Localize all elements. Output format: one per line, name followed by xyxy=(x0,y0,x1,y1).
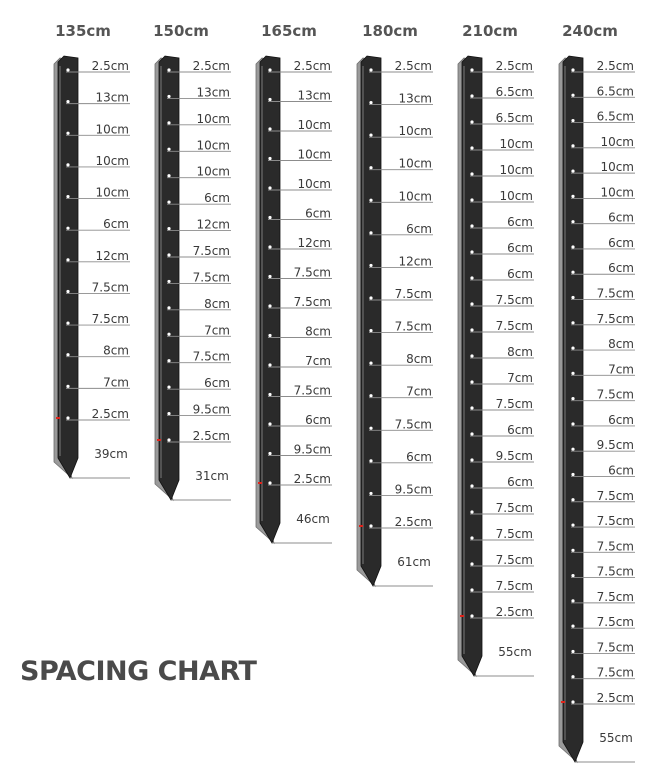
interval-label: 10cm xyxy=(499,189,533,203)
interval-label: 2.5cm xyxy=(495,59,533,73)
post-hole xyxy=(268,363,271,366)
post-hole xyxy=(571,498,574,501)
interval-label: 7.5cm xyxy=(495,397,533,411)
interval-label: 10cm xyxy=(600,134,634,149)
interval-label: 6cm xyxy=(507,267,533,281)
interval-label: 10cm xyxy=(95,122,129,137)
interval-label: 2.5cm xyxy=(192,429,230,443)
post-hole xyxy=(571,448,574,451)
interval-label: 6cm xyxy=(608,463,634,478)
post-hole xyxy=(66,321,69,324)
post-height-header: 180cm xyxy=(362,22,418,40)
post-hole xyxy=(66,100,69,103)
interval-label: 7cm xyxy=(305,354,331,368)
interval-label: 8cm xyxy=(608,337,634,352)
interval-label: 7.5cm xyxy=(495,553,533,567)
interval-label: 7.5cm xyxy=(596,615,634,630)
post-hole xyxy=(66,68,69,71)
post-hole xyxy=(268,245,271,248)
interval-label: 10cm xyxy=(196,164,230,179)
post-hole xyxy=(66,416,69,419)
post-height-header: 165cm xyxy=(261,22,317,40)
interval-label: 2.5cm xyxy=(596,59,634,73)
interval-label: 7.5cm xyxy=(596,665,634,680)
interval-label: 10cm xyxy=(600,185,634,200)
interval-label: 9.5cm xyxy=(394,482,432,497)
interval-label: 10cm xyxy=(297,118,331,132)
interval-label: 6cm xyxy=(305,206,331,221)
spike-length-label: 39cm xyxy=(94,447,128,461)
post-hole xyxy=(369,329,372,332)
post-hole xyxy=(571,170,574,173)
interval-label: 8cm xyxy=(103,343,129,358)
interval-label: 6cm xyxy=(507,215,533,229)
post-hole xyxy=(369,492,372,495)
spike-length-label: 55cm xyxy=(498,645,532,659)
interval-label: 2.5cm xyxy=(293,59,331,73)
post-150cm xyxy=(153,22,231,500)
interval-label: 2.5cm xyxy=(91,59,129,73)
interval-label: 10cm xyxy=(398,156,432,171)
post-hole xyxy=(66,132,69,135)
interval-label: 6cm xyxy=(608,261,634,276)
post-hole xyxy=(470,432,473,435)
post-hole xyxy=(571,523,574,526)
post-hole xyxy=(470,510,473,513)
post-hole xyxy=(470,536,473,539)
post-hole xyxy=(369,134,372,137)
interval-label: 7.5cm xyxy=(394,319,432,334)
interval-label: 9.5cm xyxy=(495,449,533,463)
post-hole xyxy=(571,549,574,552)
post-hole xyxy=(167,253,170,256)
interval-label: 7cm xyxy=(507,371,533,385)
page-title: SPACING CHART xyxy=(20,656,257,687)
interval-label: 7.5cm xyxy=(495,293,533,307)
post-hole xyxy=(268,275,271,278)
post-hole xyxy=(470,302,473,305)
post-hole xyxy=(470,380,473,383)
post-hole xyxy=(470,276,473,279)
interval-label: 12cm xyxy=(297,236,331,250)
interval-label: 7.5cm xyxy=(596,564,634,579)
interval-label: 6cm xyxy=(103,217,129,232)
interval-label: 2.5cm xyxy=(596,691,634,705)
post-hole xyxy=(66,195,69,198)
interval-label: 13cm xyxy=(297,88,331,103)
interval-label: 7cm xyxy=(204,323,230,338)
post-hole xyxy=(369,199,372,202)
post-210cm xyxy=(458,22,534,676)
post-hole xyxy=(369,166,372,169)
post-hole xyxy=(571,68,574,71)
interval-label: 7.5cm xyxy=(596,387,634,402)
interval-label: 6cm xyxy=(204,376,230,391)
interval-label: 10cm xyxy=(196,138,230,153)
post-hole xyxy=(167,386,170,389)
post-165cm xyxy=(256,22,332,543)
post-hole xyxy=(167,359,170,362)
post-hole xyxy=(268,334,271,337)
post-hole xyxy=(571,119,574,122)
interval-label: 6.5cm xyxy=(596,84,634,99)
interval-label: 13cm xyxy=(398,91,432,106)
post-hole xyxy=(470,588,473,591)
post-hole xyxy=(167,333,170,336)
interval-label: 7.5cm xyxy=(192,270,230,285)
post-body xyxy=(58,56,78,478)
interval-label: 7.5cm xyxy=(596,488,634,503)
post-hole xyxy=(571,372,574,375)
interval-label: 10cm xyxy=(398,189,432,204)
interval-label: 7cm xyxy=(608,362,634,377)
post-hole xyxy=(571,195,574,198)
post-hole xyxy=(167,148,170,151)
post-hole xyxy=(66,163,69,166)
interval-label: 8cm xyxy=(305,324,331,339)
interval-label: 6cm xyxy=(204,191,230,206)
interval-label: 7.5cm xyxy=(495,527,533,541)
post-hole xyxy=(470,328,473,331)
post-hole xyxy=(268,481,271,484)
interval-label: 7.5cm xyxy=(596,286,634,301)
post-hole xyxy=(571,94,574,97)
interval-label: 6.5cm xyxy=(495,111,533,125)
spike-length-label: 31cm xyxy=(195,469,229,483)
post-hole xyxy=(369,524,372,527)
post-hole xyxy=(66,258,69,261)
post-hole xyxy=(167,306,170,309)
post-body xyxy=(563,56,583,762)
post-hole xyxy=(571,625,574,628)
post-hole xyxy=(571,574,574,577)
interval-label: 7.5cm xyxy=(192,244,230,258)
interval-label: 10cm xyxy=(499,137,533,151)
post-hole xyxy=(470,172,473,175)
post-height-header: 210cm xyxy=(462,22,518,40)
interval-label: 7.5cm xyxy=(495,319,533,333)
post-hole xyxy=(470,484,473,487)
post-hole xyxy=(571,321,574,324)
post-hole xyxy=(470,406,473,409)
post-hole xyxy=(571,422,574,425)
interval-label: 12cm xyxy=(95,248,129,263)
post-hole xyxy=(369,101,372,104)
interval-label: 7.5cm xyxy=(596,589,634,604)
post-hole xyxy=(167,121,170,124)
post-hole xyxy=(167,201,170,204)
post-hole xyxy=(369,427,372,430)
interval-label: 7.5cm xyxy=(394,417,432,432)
interval-label: 7cm xyxy=(406,384,432,399)
interval-label: 7.5cm xyxy=(596,514,634,529)
post-hole xyxy=(470,224,473,227)
post-135cm xyxy=(54,22,130,478)
post-hole xyxy=(369,362,372,365)
post-hole xyxy=(470,354,473,357)
interval-label: 9.5cm xyxy=(192,402,230,417)
interval-label: 2.5cm xyxy=(91,407,129,421)
interval-label: 7.5cm xyxy=(495,501,533,515)
interval-label: 7.5cm xyxy=(293,295,331,309)
interval-label: 7.5cm xyxy=(91,280,129,295)
post-240cm xyxy=(559,22,635,762)
interval-label: 6cm xyxy=(608,235,634,250)
post-hole xyxy=(369,231,372,234)
interval-label: 10cm xyxy=(600,160,634,175)
post-hole xyxy=(66,353,69,356)
post-hole xyxy=(66,385,69,388)
post-hole xyxy=(268,186,271,189)
post-hole xyxy=(470,94,473,97)
post-hole xyxy=(571,220,574,223)
interval-label: 9.5cm xyxy=(293,442,331,457)
post-hole xyxy=(470,120,473,123)
interval-label: 9.5cm xyxy=(596,438,634,453)
post-hole xyxy=(571,346,574,349)
post-hole xyxy=(571,700,574,703)
interval-label: 6cm xyxy=(507,423,533,437)
interval-label: 6.5cm xyxy=(495,85,533,99)
interval-label: 6cm xyxy=(305,413,331,427)
interval-label: 7.5cm xyxy=(293,383,331,398)
interval-label: 6cm xyxy=(608,210,634,225)
post-hole xyxy=(571,599,574,602)
interval-label: 12cm xyxy=(196,217,230,232)
post-hole xyxy=(369,264,372,267)
interval-label: 7.5cm xyxy=(596,640,634,655)
post-hole xyxy=(268,452,271,455)
post-height-header: 150cm xyxy=(153,22,209,40)
post-hole xyxy=(167,174,170,177)
post-hole xyxy=(571,144,574,147)
post-hole xyxy=(268,127,271,130)
interval-label: 10cm xyxy=(398,124,432,139)
post-hole xyxy=(470,562,473,565)
post-hole xyxy=(571,245,574,248)
interval-label: 10cm xyxy=(196,111,230,126)
post-180cm xyxy=(357,22,433,586)
interval-label: 6cm xyxy=(507,241,533,255)
post-hole xyxy=(470,198,473,201)
post-hole xyxy=(167,280,170,283)
interval-label: 10cm xyxy=(499,163,533,177)
interval-label: 6cm xyxy=(507,475,533,489)
interval-label: 6cm xyxy=(608,412,634,427)
interval-label: 7.5cm xyxy=(394,287,432,301)
interval-label: 8cm xyxy=(406,352,432,367)
post-hole xyxy=(268,68,271,71)
interval-label: 7.5cm xyxy=(192,349,230,364)
spike-length-label: 61cm xyxy=(397,555,431,569)
post-hole xyxy=(470,250,473,253)
interval-label: 7cm xyxy=(103,375,129,390)
interval-label: 7.5cm xyxy=(596,311,634,326)
interval-label: 13cm xyxy=(95,90,129,105)
post-hole xyxy=(167,68,170,71)
interval-label: 7.5cm xyxy=(293,265,331,280)
interval-label: 6.5cm xyxy=(596,109,634,124)
post-hole xyxy=(268,393,271,396)
interval-label: 7.5cm xyxy=(495,579,533,593)
post-height-header: 240cm xyxy=(562,22,618,40)
post-height-header: 135cm xyxy=(55,22,111,40)
post-hole xyxy=(268,304,271,307)
spike-length-label: 46cm xyxy=(296,512,330,526)
post-hole xyxy=(369,394,372,397)
interval-label: 13cm xyxy=(196,85,230,100)
post-hole xyxy=(66,290,69,293)
interval-label: 2.5cm xyxy=(495,605,533,619)
post-hole xyxy=(571,675,574,678)
interval-label: 10cm xyxy=(95,185,129,200)
interval-label: 10cm xyxy=(297,177,331,191)
interval-label: 2.5cm xyxy=(192,59,230,73)
post-hole xyxy=(470,146,473,149)
post-hole xyxy=(470,614,473,617)
interval-label: 6cm xyxy=(406,221,432,236)
post-hole xyxy=(167,412,170,415)
post-hole xyxy=(66,227,69,230)
post-hole xyxy=(571,271,574,274)
interval-label: 8cm xyxy=(507,345,533,359)
interval-label: 10cm xyxy=(95,153,129,168)
post-hole xyxy=(167,95,170,98)
interval-label: 2.5cm xyxy=(394,515,432,529)
post-hole xyxy=(571,473,574,476)
interval-label: 2.5cm xyxy=(293,472,331,486)
post-hole xyxy=(571,296,574,299)
post-hole xyxy=(268,216,271,219)
post-hole xyxy=(470,458,473,461)
post-hole xyxy=(369,459,372,462)
post-hole xyxy=(369,68,372,71)
spike-length-label: 55cm xyxy=(599,731,633,745)
interval-label: 2.5cm xyxy=(394,59,432,73)
post-hole xyxy=(571,397,574,400)
post-hole xyxy=(167,438,170,441)
post-hole xyxy=(167,227,170,230)
interval-label: 12cm xyxy=(398,254,432,269)
post-hole xyxy=(369,296,372,299)
post-hole xyxy=(268,98,271,101)
post-hole xyxy=(470,68,473,71)
interval-label: 7.5cm xyxy=(91,312,129,327)
interval-label: 10cm xyxy=(297,147,331,162)
interval-label: 7.5cm xyxy=(596,539,634,554)
post-hole xyxy=(268,157,271,160)
interval-label: 8cm xyxy=(204,296,230,311)
post-hole xyxy=(268,422,271,425)
post-hole xyxy=(571,650,574,653)
interval-label: 6cm xyxy=(406,449,432,464)
